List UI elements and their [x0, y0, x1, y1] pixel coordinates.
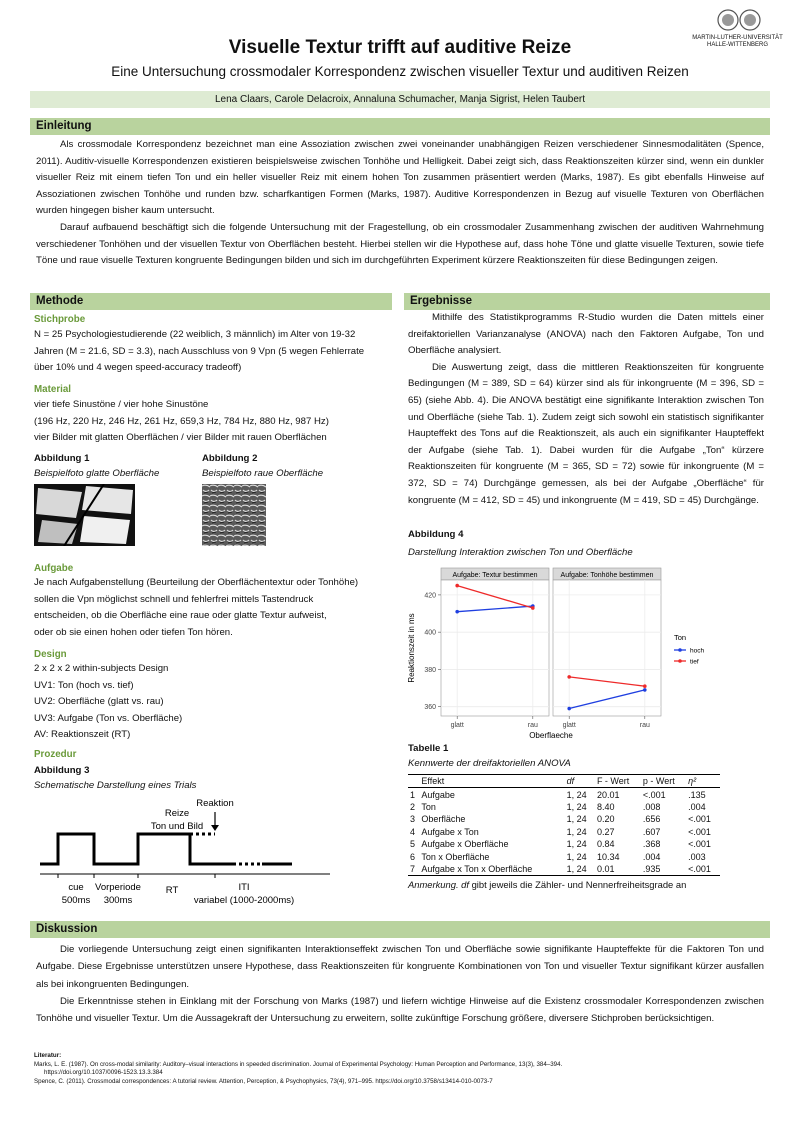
abb1-caption: Beispielfoto glatte Oberfläche: [34, 468, 160, 479]
table-cell: 1, 24: [566, 789, 587, 800]
ergebnisse-text: [408, 310, 764, 509]
y-tick-label: 400: [424, 629, 436, 637]
subheading-design: Design: [34, 649, 67, 660]
table-row: [408, 826, 720, 838]
aufgabe-line: sollen die Vpn möglichst schnell und fehlerfrei mittels Tastendruck: [34, 593, 314, 605]
subheading-stichprobe: Stichprobe: [34, 314, 86, 325]
abb4-caption: Darstellung Interaktion zwischen Ton und Oberfläche: [408, 547, 633, 558]
table-cell: 0.01: [595, 863, 641, 876]
table-cell: 1, 24: [566, 801, 587, 812]
table-cell: <.001: [688, 814, 711, 825]
table-cell: <.001: [642, 789, 666, 800]
aufgabe-text: [34, 575, 358, 641]
reference-1: Marks, L. E. (1987). On cross-modal similarity: Auditory–visual interactions in speeded discrimination. Journal of Experimental Psychology: Human Perception and Performance, 13(3), 384–394.: [34, 1060, 563, 1068]
reference-2: Spence, C. (2011). Crossmodal correspondences: A tutorial review. Attention, Perception, & Psychophysics, 73(4), 971–995. https://doi.org/10.3758/s13414-010-0073-7: [34, 1077, 493, 1085]
table-row: [408, 863, 720, 876]
abb2-caption: Beispielfoto raue Oberfläche: [202, 468, 324, 479]
trial-label-reaktion: Reaktion: [196, 798, 234, 809]
data-point-hoch: [455, 610, 459, 614]
table-note: [408, 879, 720, 890]
subheading-material: Material: [34, 384, 72, 395]
diskussion-paragraph-2: Die Erkenntnisse stehen in Einklang mit der Forschung von Marks (1987) und liefern wichtige Hinweise auf die Existenz crossmodaler Korrespondenzen zwischen Tonhöhe und visueller Textur. Um die Aussagekraft der Untersuchung zu erweitern, sollte zukünftige Forschung größere, diversere Stichproben berücksichtigen.: [36, 995, 764, 1025]
table-header-cell: Effekt: [419, 775, 564, 788]
literature-heading: Literatur:: [34, 1052, 62, 1059]
table-cell: Aufgabe x Ton: [421, 826, 479, 837]
table-cell: Oberfläche: [421, 814, 466, 825]
table-cell: 8.40: [596, 801, 615, 812]
legend-marker-tief: [678, 659, 682, 663]
table-cell: <.001: [688, 839, 711, 850]
ergebnisse-paragraph-2: Die Auswertung zeigt, dass die mittleren Reaktionszeiten für kongruente Bedingungen (M = 389, SD = 64) kürzer sind als für inkongruente (M = 396, SD = 65) (siehe Abb. 4). Die ANOVA bestätigt eine signifikante Interaktion zwischen Ton und Oberfläche (siehe Tab. 1). Zudem zeigt sich sowohl ein statistisch signifikanter Haupteffekt des Tons auf die Reaktionszeit, als auch ein signifikanter Haupteffekt der Aufgabe (siehe Tab. 1). Dabei wurden für die Aufgabe „Ton“ kürzere Reaktionszeiten für kongruente (M = 365, SD = 72) sowie für inkongruente (M = 372, SD = 74) Durchgänge gemessen, als bei der Aufgabe „Oberfläche“ für kongruente (M = 412, SD = 45) und inkongruente (M = 419, SD = 45) Durchgänge.: [408, 361, 764, 506]
table-cell: Ton x Oberfläche: [421, 851, 490, 862]
design-line: 2 x 2 x 2 within-subjects Design: [34, 663, 169, 674]
trial-label-cue-duration: 500ms: [61, 895, 91, 906]
table-cell: 7: [408, 863, 419, 876]
table-cell: 1, 24: [565, 863, 595, 876]
aufgabe-line: oder ob sie einen hohen oder tiefen Ton hören.: [34, 626, 233, 638]
x-axis-label: Oberflaeche: [529, 731, 573, 740]
table-cell: 0.84: [596, 839, 615, 850]
section-heading-diskussion: Diskussion: [30, 921, 770, 938]
data-point-tief: [455, 584, 459, 588]
design-line: UV3: Aufgabe (Ton vs. Oberfläche): [34, 712, 183, 724]
table-cell: 1: [410, 789, 416, 800]
tab1-caption: Kennwerte der dreifaktoriellen ANOVA: [408, 758, 571, 769]
table-header-cell: df: [565, 775, 595, 788]
table-row: [408, 850, 720, 862]
table-cell: Ton: [421, 801, 436, 812]
x-tick-label: glatt: [450, 722, 464, 729]
table-header-cell: p - Wert: [641, 775, 686, 788]
table-cell: 5: [410, 839, 416, 850]
panel-strip-label: Aufgabe: Tonhöhe bestimmen: [560, 572, 654, 579]
design-line: UV1: Ton (hoch vs. tief): [34, 679, 134, 691]
table-cell: <.001: [686, 863, 720, 876]
subheading-prozedur: Prozedur: [34, 749, 77, 760]
table-cell: .003: [688, 851, 706, 862]
poster-title: Visuelle Textur trifft auf auditive Reize: [228, 37, 572, 58]
table-cell: .008: [642, 801, 661, 812]
table-cell: 1, 24: [566, 839, 587, 850]
data-point-hoch: [643, 688, 647, 692]
table-header-cell: F - Wert: [595, 775, 641, 788]
material-text: [34, 397, 329, 447]
table-cell: 0.20: [596, 814, 615, 825]
trial-label-tonbild: Ton und Bild: [150, 821, 204, 832]
tab1-heading: Tabelle 1: [408, 743, 449, 754]
trial-label-vorperiode: Vorperiode: [95, 882, 141, 893]
authors-bar: Lena Claars, Carole Delacroix, Annaluna Schumacher, Manja Sigrist, Helen Taubert: [30, 91, 770, 108]
table-note-text: gibt jeweils die Zähler- und Nennerfreiheitsgrade an: [468, 879, 687, 891]
table-cell: 1, 24: [566, 814, 587, 825]
trial-label-rt: RT: [165, 885, 179, 896]
abb2-heading: Abbildung 2: [202, 453, 258, 464]
x-tick-label: rau: [527, 722, 538, 729]
table-row: [408, 813, 720, 825]
table-cell: .135: [688, 789, 706, 800]
einleitung-paragraph-2: Darauf aufbauend beschäftigt sich die folgende Untersuchung mit der Fragestellung, ob ein crossmodaler Zusammenhang zwischen der auditiven Wahrnehmung verschiedener Tonhöhen und der visuellen Textur von Oberflächen besteht. Hierbei stellen wir die Hypothese auf, dass hohe Töne und glatte visuelle Texturen, sowie tiefe Töne und raue visuelle Texturen kongruente Bedingungen bilden und sich im durchgeführten Experiment kürzere Reaktionszeiten für diese Bedingungen zeigen.: [36, 221, 764, 267]
abb3-caption: Schematische Darstellung eines Trials: [34, 780, 197, 791]
trial-label-cue: cue: [68, 882, 84, 893]
legend-marker-hoch: [678, 648, 682, 652]
interaction-chart: [404, 560, 724, 740]
table-note-label: Anmerkung.: [408, 879, 459, 891]
data-point-tief: [531, 606, 535, 610]
aufgabe-line: Je nach Aufgabenstellung (Beurteilung der Oberflächentextur oder Tonhöhe): [34, 577, 359, 588]
table-cell: .004: [688, 801, 706, 812]
abb3-heading: Abbildung 3: [34, 765, 90, 776]
subheading-aufgabe: Aufgabe: [34, 563, 74, 574]
table-cell: .607: [642, 826, 661, 837]
table-header-cell: [408, 775, 419, 788]
table-cell: 20.01: [596, 789, 620, 800]
table-cell: 1, 24: [566, 826, 587, 837]
abb1-heading: Abbildung 1: [34, 453, 90, 464]
aufgabe-line: entscheiden, ob die Oberfläche eine raue oder glatte Textur aufweist,: [34, 610, 327, 622]
trial-schematic: [30, 794, 340, 910]
table-cell: 1, 24: [566, 851, 587, 862]
table-header-cell: η²: [686, 775, 720, 788]
data-point-tief: [643, 684, 647, 688]
poster-subtitle: Eine Untersuchung crossmodaler Korrespondenz zwischen visueller Textur und auditiven Reizen: [111, 64, 689, 79]
legend-label-tief: tief: [690, 658, 699, 666]
table-cell: <.001: [688, 826, 711, 837]
table-cell: 0.27: [596, 826, 615, 837]
table-cell: .656: [642, 814, 661, 825]
y-tick-label: 380: [424, 666, 436, 674]
table-row: [408, 838, 720, 850]
x-tick-label: glatt: [562, 722, 576, 729]
diskussion-text: [36, 941, 764, 1027]
table-cell: 3: [410, 814, 416, 825]
material-line: (196 Hz, 220 Hz, 246 Hz, 261 Hz, 659,3 Hz, 784 Hz, 880 Hz, 987 Hz): [34, 415, 329, 427]
stichprobe-text: [34, 327, 364, 377]
anova-table: [408, 774, 720, 876]
legend-title: Ton: [674, 633, 687, 642]
material-line: vier tiefe Sinustöne / vier hohe Sinustöne: [34, 399, 209, 410]
trial-label-iti: ITI: [238, 882, 250, 893]
table-cell: 4: [410, 826, 416, 837]
logo-line1: MARTIN-LUTHER-UNIVERSITÄT: [692, 35, 783, 41]
anova-table-wrapper: [408, 774, 720, 890]
table-cell: Aufgabe x Oberfläche: [421, 839, 509, 850]
data-point-tief: [567, 675, 571, 679]
panel-strip-label: Aufgabe: Textur bestimmen: [452, 572, 538, 579]
data-point-hoch: [567, 707, 571, 711]
table-header-row: [408, 775, 720, 788]
stichprobe-line: über 10% und 4 wegen speed-accuracy tradeoff): [34, 362, 242, 374]
trial-label-reize: Reize: [164, 808, 190, 819]
table-cell: Aufgabe x Ton x Oberfläche: [419, 863, 564, 876]
stichprobe-line: N = 25 Psychologiestudierende (22 weiblich, 3 männlich) im Alter von 19-32: [34, 329, 356, 340]
rough-surface-photo: [202, 484, 266, 546]
university-logo: [680, 8, 795, 49]
y-axis-label: Reaktionszeit in ms: [407, 613, 416, 683]
table-row: [408, 788, 720, 801]
table-note-df: df: [461, 879, 469, 891]
x-tick-label: rau: [639, 722, 650, 729]
university-seal-icon: [708, 8, 768, 32]
smooth-surface-photo: [34, 484, 135, 546]
section-heading-ergebnisse: Ergebnisse: [404, 293, 770, 310]
reaktion-arrowhead-icon: [211, 825, 219, 831]
y-tick-label: 420: [424, 592, 436, 600]
section-heading-einleitung: Einleitung: [30, 118, 770, 135]
material-line: vier Bilder mit glatten Oberflächen / vier Bilder mit rauen Oberflächen: [34, 432, 327, 444]
table-cell: .368: [642, 839, 661, 850]
design-text: [34, 661, 182, 744]
diskussion-paragraph-1: Die vorliegende Untersuchung zeigt einen signifikanten Interaktionseffekt zwischen Ton und Oberfläche sowie signifikante Haupteffekte für die Faktoren Ton und Aufgabe. Diese Ergebnisse unterstützen unsere Hypothese, dass Reaktionszeiten für kongruente Kombinationen von Ton und visueller Textur signifikant kürzer ausfallen als bei inkongruenten Bedingungen.: [36, 944, 764, 990]
literature-section: [34, 1052, 774, 1086]
einleitung-paragraph-1: Als crossmodale Korrespondenz bezeichnet man eine Assoziation zwischen zwei voneinander unabhängigen Reizen verschiedener Sinnesmodalitäten (Spence, 2011). Auditiv-visuelle Korrespondenzen existieren beispielsweise zwischen Tonhöhe und Helligkeit. Dabei zeigt sich, dass Reaktionszeiten kürzer sind, wenn ein dunkler visueller Reiz mit einem tiefen Ton und ein heller visueller Reiz mit einem hohen Ton zusammen präsentiert werden (Marks, 1987). Es gibt ebenfalls Hinweise auf Assoziationen zwischen Tonhöhe und runden bzw. scharfkantigen Formen (Marks, 1987). Auditive Korrespondenzen in Bezug auf visuelle Texturen von Oberflächen wurden hingegen bisher kaum untersucht.: [36, 139, 764, 217]
table-cell: Aufgabe: [421, 789, 455, 800]
trial-signal-line: [40, 834, 233, 864]
design-line: AV: Reaktionszeit (RT): [34, 729, 131, 741]
trial-label-iti-duration: variabel (1000-2000ms): [193, 895, 295, 906]
abb4-heading: Abbildung 4: [408, 529, 464, 540]
trial-label-vorperiode-duration: 300ms: [103, 895, 133, 906]
logo-line2: HALLE-WITTENBERG: [706, 42, 768, 48]
einleitung-text: [36, 137, 764, 270]
stichprobe-line: Jahren (M = 21.6, SD = 3.3), nach Ausschluss von 9 Vpn (5 wegen Fehlerrate: [34, 345, 365, 357]
table-cell: .004: [642, 851, 661, 862]
legend-label-hoch: hoch: [690, 647, 705, 655]
reference-1-doi: https://doi.org/10.1037/0096-1523.13.3.384: [44, 1069, 163, 1077]
table-row: [408, 801, 720, 813]
design-line: UV2: Oberfläche (glatt vs. rau): [34, 696, 164, 708]
y-tick-label: 360: [424, 704, 436, 712]
table-cell: 10.34: [596, 851, 620, 862]
table-cell: 6: [410, 851, 416, 862]
ergebnisse-paragraph-1: Mithilfe des Statistikprogramms R-Studio wurden die Daten mittels einer dreifaktoriellen Varianzanalyse (ANOVA) nach den Faktoren Aufgabe, Ton und Oberfläche analysiert.: [408, 312, 764, 357]
table-cell: 2: [410, 801, 416, 812]
table-cell: .935: [641, 863, 686, 876]
section-heading-methode: Methode: [30, 293, 392, 310]
